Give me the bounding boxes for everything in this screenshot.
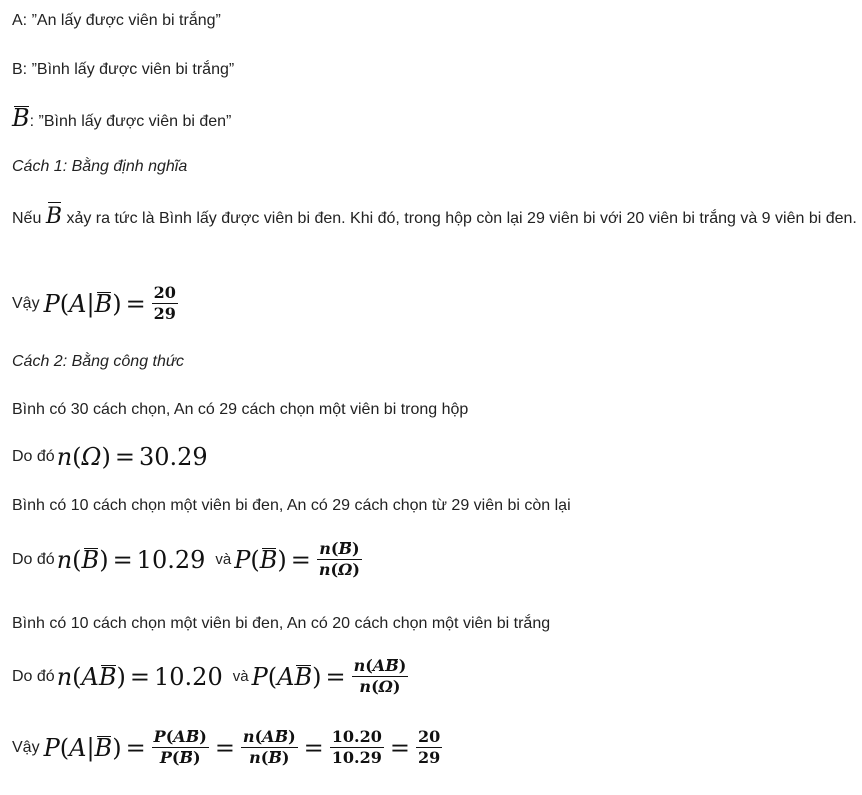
fraction-denominator: 29 bbox=[418, 748, 441, 767]
fraction-p-abbar-over-p-bbar: $\frac{P(AB)}{P(B)}$ bbox=[153, 727, 207, 767]
n-omega-line: Do đó n ( Ω ) = 30.29 bbox=[12, 443, 208, 471]
fraction-1020-1029 bbox=[330, 728, 384, 767]
prob-expression: P bbox=[43, 289, 60, 318]
method-2-heading: Cách 2: Bằng công thức bbox=[12, 353, 185, 370]
va-label: và bbox=[215, 551, 232, 568]
va-label: và bbox=[232, 668, 249, 685]
fraction-20-29 bbox=[152, 284, 178, 323]
choose-line-3: Bình có 10 cách chọn một viên bi đen, An có 20 cách chọn một viên bi trắng bbox=[12, 615, 551, 632]
n-omega-value: 30.29 bbox=[138, 443, 208, 471]
vay-label: Vậy bbox=[12, 294, 40, 312]
fraction-denominator: 10.29 bbox=[331, 748, 382, 767]
do-do-label: Do đó bbox=[12, 667, 55, 685]
n-abbar-value: 10.20 bbox=[154, 662, 223, 691]
do-do-label: Do đó bbox=[12, 550, 55, 568]
fraction-n-bbar-over-n-omega: $\frac{n(B)}{n(\Omega)}$ bbox=[318, 539, 360, 579]
event-a-definition: A: ”An lấy được viên bi trắng” bbox=[12, 12, 221, 29]
method-1-result: Vậy P ( A | B ) = $\frac{20}{29}$ bbox=[12, 283, 176, 323]
method-1-heading: Cách 1: Bằng định nghĩa bbox=[12, 158, 188, 175]
event-b-definition: B: ”Bình lấy được viên bi trắng” bbox=[12, 61, 235, 78]
do-do-label: Do đó bbox=[12, 448, 55, 465]
fraction-denominator: 29 bbox=[153, 304, 176, 323]
fraction-numerator: 10.20 bbox=[331, 727, 382, 746]
fraction-numerator: 20 bbox=[418, 727, 441, 746]
fraction-n-abbar-over-n-omega: $\frac{n(AB)}{n(\Omega)}$ bbox=[353, 656, 407, 696]
method-1-paragraph bbox=[12, 200, 857, 235]
neu-text: xảy ra tức là Bình lấy được viên bi đen. Khi đó, trong hộp còn lại 29 viên bi với 20 viên bi trắng và 9 viên bi đen. bbox=[66, 210, 857, 227]
fraction-20-29-final bbox=[416, 728, 442, 767]
neu-label: Nếu bbox=[12, 210, 42, 227]
event-bbar-definition bbox=[12, 104, 231, 132]
b-bar-symbol: B bbox=[12, 104, 30, 132]
n-abbar-line: Do đó n ( A B ) = 10.20 và P ( A B ) = $\frac{n(AB)}{n(\Omega)}$ bbox=[12, 656, 407, 696]
bbar-text: : ”Bình lấy được viên bi đen” bbox=[29, 113, 232, 130]
choose-line-2: Bình có 10 cách chọn một viên bi đen, An có 29 cách chọn từ 29 viên bi còn lại bbox=[12, 497, 571, 514]
choose-line-1: Bình có 30 cách chọn, An có 29 cách chọn một viên bi trong hộp bbox=[12, 401, 469, 418]
n-bbar-value: 10.29 bbox=[136, 545, 206, 574]
b-bar-symbol: B bbox=[46, 200, 62, 233]
method-2-result: Vậy P ( A | B ) = $\frac{P(AB)}{P(B)}$ = $\frac{n(AB)}{n(B)}$ = $\frac{10.20}{10.29}$ = $\frac{20}{29}$ bbox=[12, 727, 441, 767]
fraction-n-abbar-over-n-bbar: $\frac{n(AB)}{n(B)}$ bbox=[242, 727, 296, 767]
n-bbar-line: Do đó n ( B ) = 10.29 và P ( B ) = $\frac{n(B)}{n(\Omega)}$ bbox=[12, 539, 360, 579]
vay-label: Vậy bbox=[12, 738, 40, 756]
fraction-numerator: 20 bbox=[153, 283, 176, 302]
